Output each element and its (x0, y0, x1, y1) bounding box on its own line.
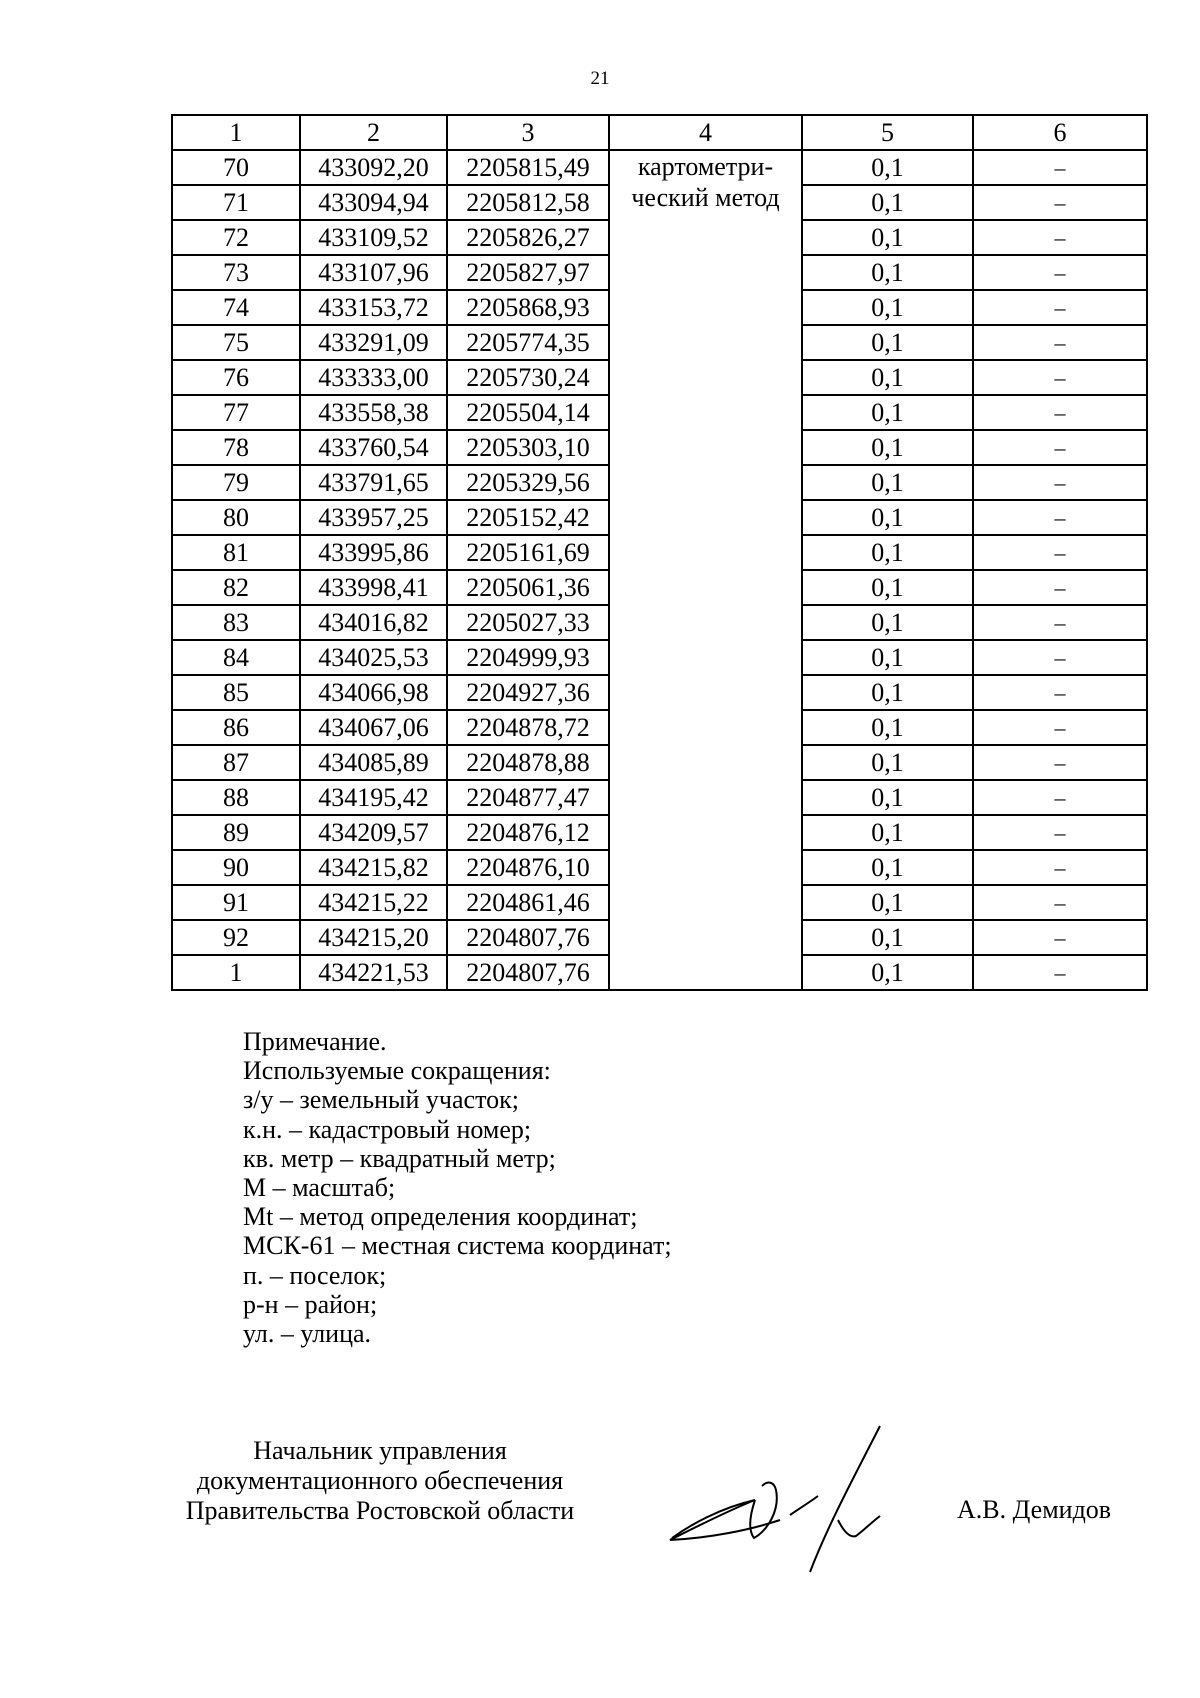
y-coordinate-cell: 2205774,35 (447, 325, 609, 360)
note-cell: – (973, 675, 1147, 710)
x-coordinate-cell: 433291,09 (300, 325, 447, 360)
point-number-cell: 74 (172, 290, 300, 325)
point-number-cell: 76 (172, 360, 300, 395)
y-coordinate-cell: 2204807,76 (447, 955, 609, 990)
note-cell: – (973, 465, 1147, 500)
note-cell: – (973, 430, 1147, 465)
abbreviation-item: М – масштаб; (243, 1173, 396, 1203)
abbreviation-item: МСК-61 – местная система координат; (243, 1231, 672, 1261)
point-number-cell: 88 (172, 780, 300, 815)
abbreviation-item: ул. – улица. (243, 1319, 372, 1349)
accuracy-cell: 0,1 (802, 605, 973, 640)
x-coordinate-cell: 433957,25 (300, 500, 447, 535)
y-coordinate-cell: 2204878,88 (447, 745, 609, 780)
y-coordinate-cell: 2204861,46 (447, 885, 609, 920)
x-coordinate-cell: 434016,82 (300, 605, 447, 640)
x-coordinate-cell: 434066,98 (300, 675, 447, 710)
accuracy-cell: 0,1 (802, 255, 973, 290)
note-cell: – (973, 500, 1147, 535)
y-coordinate-cell: 2204878,72 (447, 710, 609, 745)
point-number-cell: 81 (172, 535, 300, 570)
x-coordinate-cell: 433791,65 (300, 465, 447, 500)
page-number: 21 (590, 68, 610, 89)
note-cell: – (973, 185, 1147, 220)
x-coordinate-cell: 433094,94 (300, 185, 447, 220)
abbreviation-item: з/у – земельный участок; (243, 1085, 519, 1115)
point-number-cell: 83 (172, 605, 300, 640)
abbreviation-item: п. – поселок; (243, 1260, 387, 1290)
point-number-cell: 87 (172, 745, 300, 780)
x-coordinate-cell: 433092,20 (300, 150, 447, 185)
x-coordinate-cell: 434195,42 (300, 780, 447, 815)
note-cell: – (973, 570, 1147, 605)
abbreviation-item: р-н – район; (243, 1289, 378, 1319)
y-coordinate-cell: 2205303,10 (447, 430, 609, 465)
x-coordinate-cell: 433333,00 (300, 360, 447, 395)
y-coordinate-cell: 2204927,36 (447, 675, 609, 710)
coordinates-table (171, 114, 1148, 991)
point-number-cell: 71 (172, 185, 300, 220)
y-coordinate-cell: 2205827,97 (447, 255, 609, 290)
note-cell: – (973, 640, 1147, 675)
position-line: Начальник управления (253, 1436, 507, 1465)
y-coordinate-cell: 2205161,69 (447, 535, 609, 570)
accuracy-cell: 0,1 (802, 325, 973, 360)
accuracy-cell: 0,1 (802, 570, 973, 605)
accuracy-cell: 0,1 (802, 220, 973, 255)
accuracy-cell: 0,1 (802, 500, 973, 535)
note-cell: – (973, 605, 1147, 640)
x-coordinate-cell: 433153,72 (300, 290, 447, 325)
abbreviations-note (243, 1027, 672, 1348)
note-cell: – (973, 220, 1147, 255)
signer-name: А.В. Демидов (957, 1495, 1112, 1524)
note-cell: – (973, 395, 1147, 430)
accuracy-cell: 0,1 (802, 885, 973, 920)
position-line: Правительства Ростовской области (185, 1496, 575, 1525)
point-number-cell: 73 (172, 255, 300, 290)
accuracy-cell: 0,1 (802, 780, 973, 815)
point-number-cell: 79 (172, 465, 300, 500)
accuracy-cell: 0,1 (802, 150, 973, 185)
accuracy-cell: 0,1 (802, 290, 973, 325)
y-coordinate-cell: 2205061,36 (447, 570, 609, 605)
y-coordinate-cell: 2205815,49 (447, 150, 609, 185)
note-cell: – (973, 255, 1147, 290)
y-coordinate-cell: 2205730,24 (447, 360, 609, 395)
y-coordinate-cell: 2204999,93 (447, 640, 609, 675)
note-cell: – (973, 955, 1147, 990)
point-number-cell: 1 (172, 955, 300, 990)
x-coordinate-cell: 433995,86 (300, 535, 447, 570)
abbreviation-item: кв. метр – квадратный метр; (243, 1143, 556, 1173)
note-cell: – (973, 850, 1147, 885)
accuracy-cell: 0,1 (802, 640, 973, 675)
accuracy-cell: 0,1 (802, 815, 973, 850)
y-coordinate-cell: 2205329,56 (447, 465, 609, 500)
accuracy-cell: 0,1 (802, 920, 973, 955)
handwritten-signature (650, 1420, 950, 1590)
y-coordinate-cell: 2205868,93 (447, 290, 609, 325)
y-coordinate-cell: 2205152,42 (447, 500, 609, 535)
x-coordinate-cell: 434085,89 (300, 745, 447, 780)
x-coordinate-cell: 434025,53 (300, 640, 447, 675)
header-cell: 2 (300, 115, 447, 150)
abbreviation-list (243, 1085, 672, 1348)
x-coordinate-cell: 433109,52 (300, 220, 447, 255)
point-number-cell: 82 (172, 570, 300, 605)
point-number-cell: 84 (172, 640, 300, 675)
note-intro: Используемые сокращения: (243, 1056, 551, 1086)
point-number-cell: 86 (172, 710, 300, 745)
accuracy-cell: 0,1 (802, 710, 973, 745)
table-row (172, 150, 1147, 185)
note-cell: – (973, 535, 1147, 570)
header-cell: 4 (609, 115, 802, 150)
y-coordinate-cell: 2204876,10 (447, 850, 609, 885)
point-number-cell: 90 (172, 850, 300, 885)
x-coordinate-cell: 433998,41 (300, 570, 447, 605)
note-cell: – (973, 360, 1147, 395)
point-number-cell: 78 (172, 430, 300, 465)
note-title: Примечание. (243, 1027, 387, 1056)
x-coordinate-cell: 434215,20 (300, 920, 447, 955)
signatory-position (160, 1436, 600, 1526)
accuracy-cell: 0,1 (802, 465, 973, 500)
y-coordinate-cell: 2205504,14 (447, 395, 609, 430)
y-coordinate-cell: 2205812,58 (447, 185, 609, 220)
point-number-cell: 92 (172, 920, 300, 955)
accuracy-cell: 0,1 (802, 850, 973, 885)
point-number-cell: 72 (172, 220, 300, 255)
y-coordinate-cell: 2205027,33 (447, 605, 609, 640)
header-cell: 6 (973, 115, 1147, 150)
point-number-cell: 85 (172, 675, 300, 710)
point-number-cell: 70 (172, 150, 300, 185)
note-cell: – (973, 150, 1147, 185)
accuracy-cell: 0,1 (802, 675, 973, 710)
accuracy-cell: 0,1 (802, 745, 973, 780)
accuracy-cell: 0,1 (802, 360, 973, 395)
y-coordinate-cell: 2204876,12 (447, 815, 609, 850)
note-cell: – (973, 325, 1147, 360)
note-cell: – (973, 745, 1147, 780)
note-cell: – (973, 780, 1147, 815)
y-coordinate-cell: 2205826,27 (447, 220, 609, 255)
x-coordinate-cell: 434215,22 (300, 885, 447, 920)
header-cell: 1 (172, 115, 300, 150)
x-coordinate-cell: 434215,82 (300, 850, 447, 885)
abbreviation-item: Mt – метод определения координат; (243, 1202, 638, 1232)
accuracy-cell: 0,1 (802, 185, 973, 220)
x-coordinate-cell: 433760,54 (300, 430, 447, 465)
accuracy-cell: 0,1 (802, 535, 973, 570)
point-number-cell: 77 (172, 395, 300, 430)
accuracy-cell: 0,1 (802, 955, 973, 990)
table-header-row (172, 115, 1147, 150)
accuracy-cell: 0,1 (802, 430, 973, 465)
x-coordinate-cell: 433107,96 (300, 255, 447, 290)
note-cell: – (973, 815, 1147, 850)
x-coordinate-cell: 433558,38 (300, 395, 447, 430)
point-number-cell: 80 (172, 500, 300, 535)
accuracy-cell: 0,1 (802, 395, 973, 430)
x-coordinate-cell: 434067,06 (300, 710, 447, 745)
header-cell: 3 (447, 115, 609, 150)
point-number-cell: 89 (172, 815, 300, 850)
x-coordinate-cell: 434209,57 (300, 815, 447, 850)
method-cell (609, 150, 802, 990)
point-number-cell: 91 (172, 885, 300, 920)
note-cell: – (973, 290, 1147, 325)
method-text-line: картометри- (637, 152, 774, 181)
note-cell: – (973, 710, 1147, 745)
position-line: документационного обеспечения (196, 1466, 564, 1495)
point-number-cell: 75 (172, 325, 300, 360)
y-coordinate-cell: 2204877,47 (447, 780, 609, 815)
note-cell: – (973, 920, 1147, 955)
x-coordinate-cell: 434221,53 (300, 955, 447, 990)
header-cell: 5 (802, 115, 973, 150)
note-cell: – (973, 885, 1147, 920)
y-coordinate-cell: 2204807,76 (447, 920, 609, 955)
abbreviation-item: к.н. – кадастровый номер; (243, 1114, 532, 1144)
method-text-line: ческий метод (631, 183, 780, 212)
coordinates-table-body (172, 115, 1147, 990)
